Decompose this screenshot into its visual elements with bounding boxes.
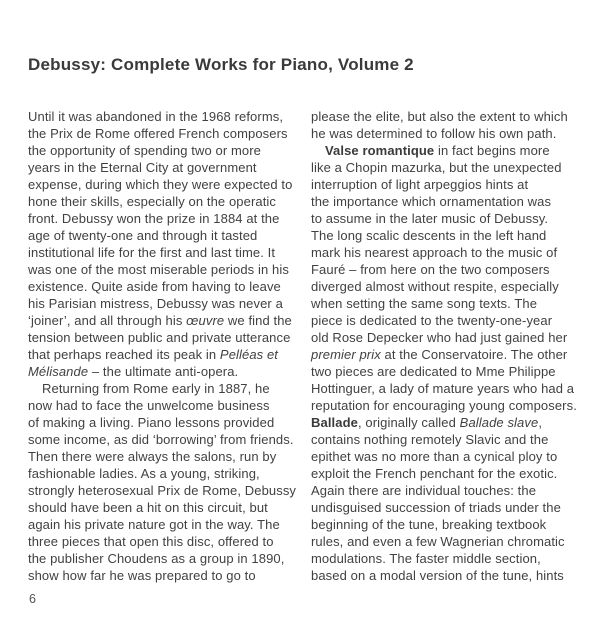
text-line: ‘joiner’, and all through his œuvre we find the [28, 313, 292, 328]
text-line: front. Debussy won the prize in 1884 at the [28, 211, 280, 226]
text-line: when setting the same song texts. The [311, 296, 538, 311]
text-line: undisguised succession of triads under the [311, 500, 561, 515]
text-line: the opportunity of spending two or more [28, 143, 261, 158]
page-title: Debussy: Complete Works for Piano, Volume 2 [28, 55, 414, 74]
text-line: Valse romantique in fact begins more [325, 143, 550, 158]
text-line: Fauré – from here on the two composers [311, 262, 550, 277]
text-line: interruption of light arpeggios hints at [311, 177, 529, 192]
text-line: reputation for encouraging young composers. [311, 398, 577, 413]
text-columns [28, 108, 580, 584]
text-line: two pieces are dedicated to Mme Philippe [311, 364, 556, 379]
text-line: some income, as did ‘borrowing’ from friends. [28, 432, 294, 447]
text-line: Hottinguer, a lady of mature years who had a [311, 381, 575, 396]
text-line: again his private nature got in the way. The [28, 517, 280, 532]
text-line: rules, and even a few Wagnerian chromatic [311, 534, 565, 549]
text-line: years in the Eternal City at government [28, 160, 257, 175]
text-line: Ballade, originally called Ballade slave, [311, 415, 543, 430]
text-line: the publisher Choudens as a group in 1890, [28, 551, 285, 566]
text-line: Returning from Rome early in 1887, he [42, 381, 270, 396]
text-line: tension between public and private utterance [28, 330, 291, 345]
text-line: that perhaps reached its peak in Pelléas et [28, 347, 279, 362]
text-line: was one of the most miserable periods in his [28, 262, 289, 277]
text-line: diverged almost without respite, especially [311, 279, 559, 294]
text-line: mark his nearest approach to the music of [311, 245, 558, 260]
text-line: based on a modal version of the tune, hints [311, 568, 564, 583]
text-line: hone their skills, especially on the operatic [28, 194, 277, 209]
text-line: fashionable ladies. As a young, striking, [28, 466, 260, 481]
text-line: exploit the French penchant for the exotic. [311, 466, 558, 481]
text-line: piece is dedicated to the twenty-one-year [311, 313, 553, 328]
text-column-left [28, 108, 297, 584]
text-line: the Prix de Rome offered French composers [28, 126, 288, 141]
text-line: age of twenty-one and through it tasted [28, 228, 258, 243]
text-line: of making a living. Piano lessons provided [28, 415, 275, 430]
text-line: Until it was abandoned in the 1968 reforms, [28, 109, 284, 124]
text-line: epithet was no more than a cynical ploy to [311, 449, 558, 464]
text-line: Again there are individual touches: the [311, 483, 537, 498]
text-line: Mélisande – the ultimate anti-opera. [28, 364, 239, 379]
text-line: expense, during which they were expected to [28, 177, 293, 192]
text-line: like a Chopin mazurka, but the unexpected [311, 160, 562, 175]
text-line: old Rose Depecker who had just gained her [311, 330, 568, 345]
text-line: strongly heterosexual Prix de Rome, Debussy [28, 483, 297, 498]
text-line: please the elite, but also the extent to which [311, 109, 568, 124]
text-line: beginning of the tune, breaking textbook [311, 517, 547, 532]
text-line: now had to face the unwelcome business [28, 398, 270, 413]
text-line: existence. Quite aside from having to leave [28, 279, 281, 294]
text-line: contains nothing remotely Slavic and the [311, 432, 549, 447]
page-number: 6 [29, 592, 36, 606]
text-line: premier prix at the Conservatoire. The other [311, 347, 568, 362]
text-line: three pieces that open this disc, offered to [28, 534, 274, 549]
text-line: he was determined to follow his own path. [311, 126, 557, 141]
text-line: to assume in the later music of Debussy. [311, 211, 549, 226]
text-line: should have been a hit on this circuit, but [28, 500, 268, 515]
text-column-right [311, 108, 580, 584]
text-line: his Parisian mistress, Debussy was never a [28, 296, 283, 311]
text-line: the importance which ornamentation was [311, 194, 552, 209]
text-line: Then there were always the salons, run by [28, 449, 277, 464]
text-line: The long scalic descents in the left hand [311, 228, 547, 243]
text-line: institutional life for the first and last time. It [28, 245, 276, 260]
text-line: modulations. The faster middle section, [311, 551, 541, 566]
text-line: show how far he was prepared to go to [28, 568, 256, 583]
